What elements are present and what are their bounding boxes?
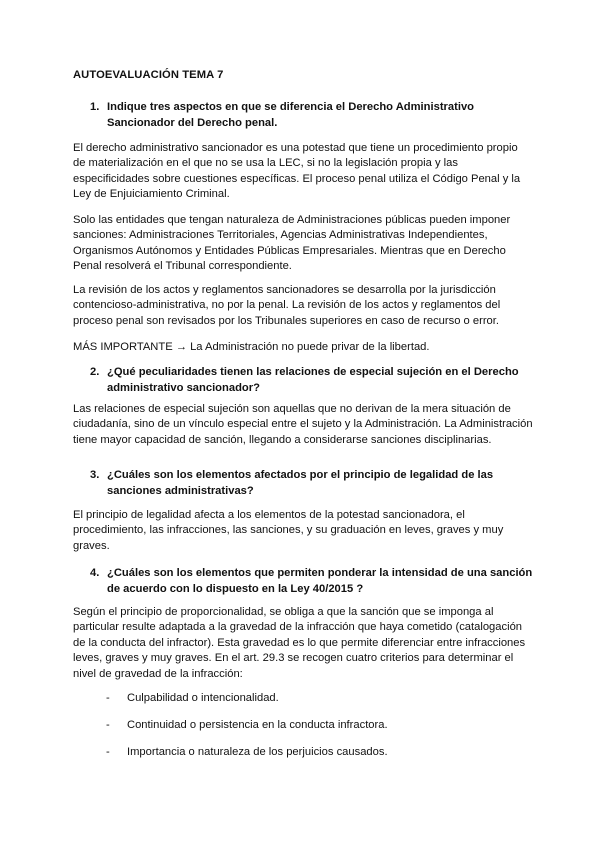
- paragraph: El derecho administrativo sancionador es una potestad que tiene un procedimiento propio de materialización en el que no se usa la LEC, si no la legislación propia y las especificidades sobre cuestiones específicas. El proceso penal utiliza el Código Penal y la Ley de Enjuiciamiento Criminal.: [73, 142, 521, 201]
- list-item-text: Continuidad o persistencia en la conducta infractora.: [127, 719, 388, 731]
- list-marker: -: [106, 746, 110, 758]
- question-2: [90, 365, 540, 396]
- paragraph: El principio de legalidad afecta a los elementos de la potestad sancionadora, el procedimiento, las infracciones, las sanciones, y su graduación en leves, graves y muy graves.: [73, 509, 504, 552]
- document-title: AUTOEVALUACIÓN TEMA 7: [73, 69, 224, 81]
- paragraph-highlight: MÁS IMPORTANTE → La Administración no puede privar de la libertad.: [73, 341, 430, 353]
- paragraph: Según el principio de proporcionalidad, se obliga a que la sanción que se imponga al particular resulte adaptada a la gravedad de la infracción que haya cometido (catalogación de la conducta del infractor). Esta gravedad es lo que permite diferenciar entre infracciones leves, graves y muy graves. En el art. 29.3 se recogen cuatro criterios para determinar el nivel de gravedad de la infracción:: [73, 606, 526, 680]
- question-text: Indique tres aspectos en que se diferencia el Derecho Administrativo Sancionador del Derecho penal.: [107, 101, 475, 129]
- question-text: ¿Cuáles son los elementos afectados por el principio de legalidad de las sanciones administrativas?: [107, 469, 494, 497]
- question-number: 3.: [90, 469, 100, 481]
- list-marker: -: [106, 692, 110, 704]
- paragraph: La revisión de los actos y reglamentos sancionadores se desarrolla por la jurisdicción contencioso-administrativa, no por la penal. La revisión de los actos y reglamentos del proceso penal son revisados por los Tribunales superiores en caso de recurso o error.: [73, 284, 501, 327]
- question-number: 1.: [90, 101, 100, 113]
- paragraph: Solo las entidades que tengan naturaleza de Administraciones públicas pueden imponer sanciones: Administraciones Territoriales, Agencias Administrativas Independientes, Organismos Autónomos y Entidades Públicas Empresariales. Mientras que en Derecho Penal resolverá el Tribunal correspondiente.: [73, 214, 511, 273]
- question-number: 2.: [90, 366, 100, 378]
- question-text: ¿Qué peculiaridades tienen las relaciones de especial sujeción en el Derecho administrativo sancionador?: [107, 366, 519, 394]
- list-item-text: Importancia o naturaleza de los perjuicios causados.: [127, 746, 388, 758]
- question-4: [90, 566, 540, 597]
- question-3: [90, 468, 540, 499]
- list-item-text: Culpabilidad o intencionalidad.: [127, 692, 279, 704]
- question-1: [90, 100, 540, 131]
- question-text: ¿Cuáles son los elementos que permiten ponderar la intensidad de una sanción de acuerdo con lo dispuesto en la Ley 40/2015 ?: [107, 567, 533, 595]
- list-marker: -: [106, 719, 110, 731]
- paragraph: Las relaciones de especial sujeción son aquellas que no derivan de la mera situación de ciudadanía, sino de un vínculo especial entre el sujeto y la Administración. La Administración tiene mayor capacidad de sanción, llegando a considerarse sanciones disciplinarias.: [73, 403, 533, 446]
- question-number: 4.: [90, 567, 100, 579]
